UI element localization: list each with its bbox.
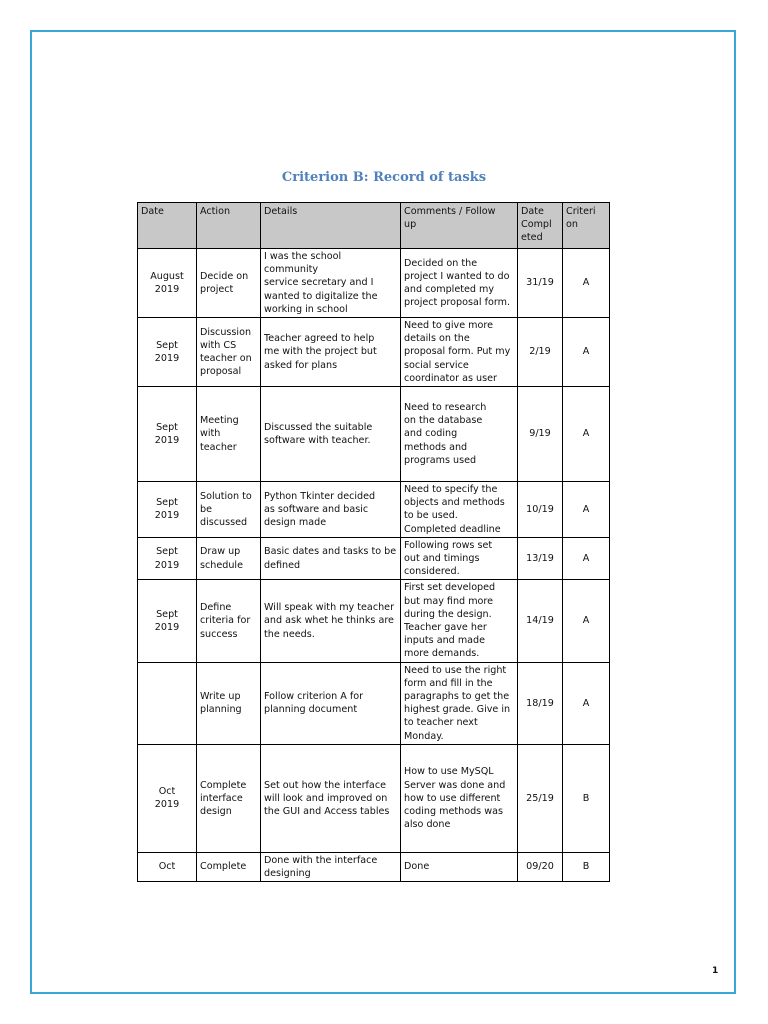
- row-action: Decide on project: [197, 249, 261, 318]
- row-date: Oct 2019: [138, 744, 197, 852]
- row-date: Sept 2019: [138, 537, 197, 580]
- row-details: Basic dates and tasks to be defined: [261, 537, 401, 580]
- row-details: Discussed the suitable software with teacher.: [261, 387, 401, 482]
- row-comments: Need to research on the database and coding methods and programs used: [401, 387, 518, 482]
- row-date: August 2019: [138, 249, 197, 318]
- row-date: Sept 2019: [138, 318, 197, 387]
- row-date-completed: 14/19: [518, 580, 563, 662]
- row-date: Oct: [138, 852, 197, 881]
- row-action: Discussion with CS teacher on proposal: [197, 318, 261, 387]
- row-details: Python Tkinter decided as software and basic design made: [261, 482, 401, 538]
- row-action: Meeting with teacher: [197, 387, 261, 482]
- row-comments: Following rows set out and timings considered.: [401, 537, 518, 580]
- row-comments: First set developed but may find more during the design. Teacher gave her inputs and made more demands.: [401, 580, 518, 662]
- header-criterion: Criteri on: [563, 203, 610, 249]
- row-date-completed: 13/19: [518, 537, 563, 580]
- document-title: Criterion B: Record of tasks: [281, 170, 487, 185]
- row-date: Sept 2019: [138, 482, 197, 538]
- row-comments: Done: [401, 852, 518, 881]
- row-date-completed: 18/19: [518, 662, 563, 744]
- table-row: [138, 387, 610, 482]
- row-criterion: A: [563, 387, 610, 482]
- header-date: Date: [138, 203, 197, 249]
- header-comments: Comments / Follow up: [401, 203, 518, 249]
- table-row: [138, 580, 610, 662]
- table-header-row: [138, 203, 610, 249]
- row-date-completed: 31/19: [518, 249, 563, 318]
- table-row: [138, 744, 610, 852]
- row-date-completed: 25/19: [518, 744, 563, 852]
- table-row: [138, 852, 610, 881]
- row-action: Solution to be discussed: [197, 482, 261, 538]
- row-action: Complete: [197, 852, 261, 881]
- row-action: Draw up schedule: [197, 537, 261, 580]
- row-comments: How to use MySQL Server was done and how to use different coding methods was also done: [401, 744, 518, 852]
- table-row: [138, 482, 610, 538]
- row-date-completed: 9/19: [518, 387, 563, 482]
- row-date-completed: 2/19: [518, 318, 563, 387]
- row-comments: Need to give more details on the proposal form. Put my social service coordinator as user: [401, 318, 518, 387]
- row-criterion: A: [563, 537, 610, 580]
- row-comments: Need to specify the objects and methods to be used. Completed deadline: [401, 482, 518, 538]
- row-criterion: B: [563, 852, 610, 881]
- row-date-completed: 09/20: [518, 852, 563, 881]
- row-details: Set out how the interface will look and improved on the GUI and Access tables: [261, 744, 401, 852]
- header-date-completed: Date Compl eted: [518, 203, 563, 249]
- record-of-tasks-table: [137, 202, 610, 882]
- row-details: Done with the interface designing: [261, 852, 401, 881]
- row-criterion: B: [563, 744, 610, 852]
- row-comments: Need to use the right form and fill in the paragraphs to get the highest grade. Give in to teacher next Monday.: [401, 662, 518, 744]
- page-number: 1: [712, 966, 719, 976]
- row-date: [138, 662, 197, 744]
- row-details: Teacher agreed to help me with the project but asked for plans: [261, 318, 401, 387]
- row-action: Write up planning: [197, 662, 261, 744]
- table-row: [138, 318, 610, 387]
- row-criterion: A: [563, 318, 610, 387]
- row-details: I was the school community service secretary and I wanted to digitalize the working in school: [261, 249, 401, 318]
- row-details: Follow criterion A for planning document: [261, 662, 401, 744]
- row-action: Define criteria for success: [197, 580, 261, 662]
- row-date: Sept 2019: [138, 387, 197, 482]
- row-criterion: A: [563, 249, 610, 318]
- row-action: Complete interface design: [197, 744, 261, 852]
- row-criterion: A: [563, 580, 610, 662]
- table-row: [138, 662, 610, 744]
- table-row: [138, 249, 610, 318]
- row-details: Will speak with my teacher and ask whet he thinks are the needs.: [261, 580, 401, 662]
- row-criterion: A: [563, 482, 610, 538]
- table-row: [138, 537, 610, 580]
- row-comments: Decided on the project I wanted to do and completed my project proposal form.: [401, 249, 518, 318]
- row-criterion: A: [563, 662, 610, 744]
- row-date: Sept 2019: [138, 580, 197, 662]
- row-date-completed: 10/19: [518, 482, 563, 538]
- header-action: Action: [197, 203, 261, 249]
- header-details: Details: [261, 203, 401, 249]
